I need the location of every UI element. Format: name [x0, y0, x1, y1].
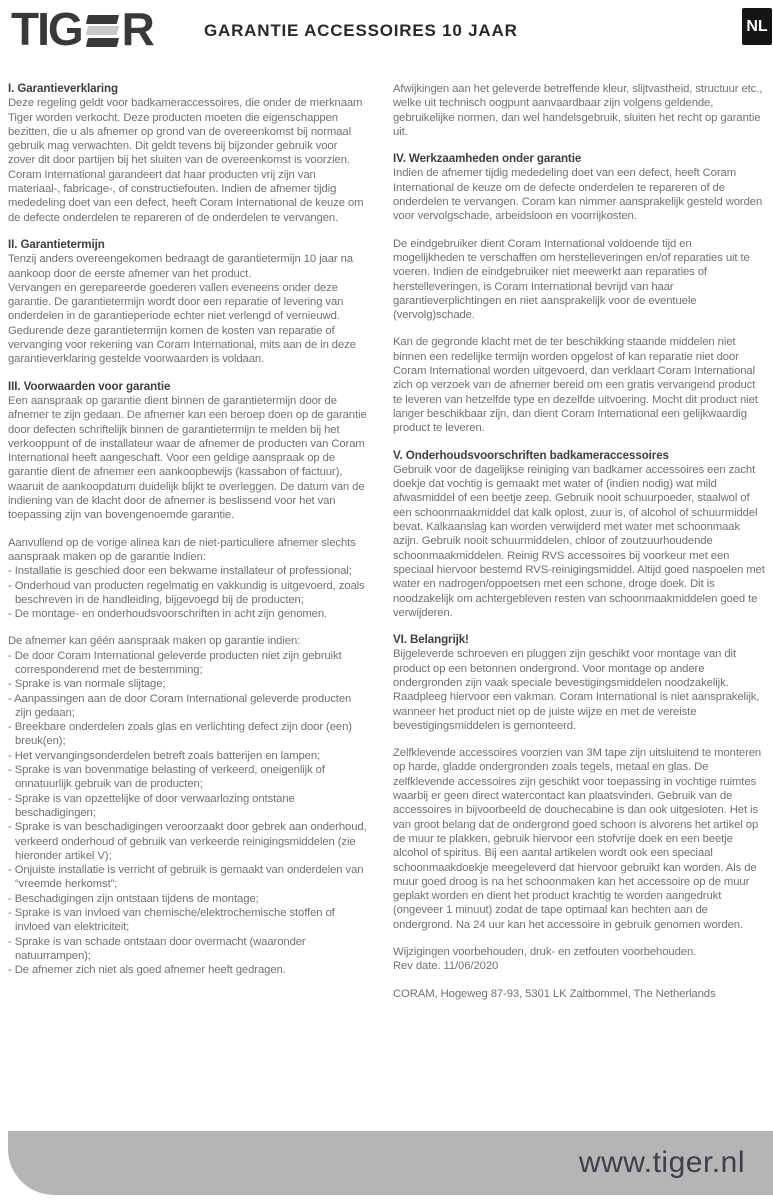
list-item: - Onjuiste installatie is verricht of gebruik is gemaakt van onderdelen van “vreemde herkomst”; [8, 864, 364, 891]
footer-bar [8, 1131, 773, 1195]
paragraph: Indien de afnemer tijdig mededeling doet van een defect, heeft Coram International de keuze om de defecte onderdelen te repareren of de onderdelen te vervangen. Coram kan nimmer aansprakelijk gesteld worden voor vervolgschade, arbeidsloon en voorrijkosten. [393, 167, 763, 223]
section-heading: IV. Werkzaamheden onder garantie [393, 152, 582, 166]
section-heading: V. Onderhoudsvoorschriften badkameraccessoires [393, 448, 669, 462]
document-body [8, 82, 765, 1014]
list-item: - Sprake is van opzettelijke of door verwaarlozing ontstane beschadigingen; [8, 792, 295, 819]
paragraph: Gedurende deze garantietermijn komen de kosten van reparatie of vervanging voor rekening van Coram International, mits aan de in deze garantieverklaring gestelde voorwaarden is voldaan. [8, 324, 356, 366]
paragraph: De afnemer kan géén aanspraak maken op garantie indien: [8, 635, 301, 648]
list-item: - Sprake is van bovenmatige belasting of verkeerd, oneigenlijk of onnatuurlijk gebruik van de producten; [8, 764, 325, 791]
paragraph: Rev date. 11/06/2020 [393, 960, 499, 973]
document-section [393, 449, 765, 621]
paragraph: Deze regeling geldt voor badkameraccessoires, die onder de merknaam Tiger worden verkocht. Deze producten moeten die eigenschappen bezitten, die u als afnemer op grond van de overeenkomst bij normaal gebruik mag verwachten. Dit geldt tevens bij bijzonder gebruik voor zover dit door partijen bij het sluiten van de overeenkomst is voorzien. Coram International garandeert dat haar producten vrij zijn van materiaal-, fabricage-, of constructiefouten. Indien de afnemer tijdig mededeling doet van een defect, heeft Coram International de keuze om de defecte onderdelen te repareren of de onderdelen te vervangen. [8, 97, 364, 224]
list-item: - De montage- en onderhoudsvoorschriften in acht zijn genomen. [8, 608, 328, 621]
document-section [393, 335, 765, 435]
paragraph: Vervangen en gerepareerde goederen vallen eveneens onder deze garantie. De garantietermijn wordt door een reparatie of levering van onderdelen in de garantieperiode echter niet verlengd of vernieuwd. [8, 281, 344, 323]
logo-e-bar-bottom [86, 38, 119, 47]
document-section [393, 237, 765, 323]
document-section [8, 536, 367, 622]
document-section [393, 82, 765, 139]
country-badge: NL [742, 8, 772, 45]
list-item: - De afnemer zich niet als goed afnemer heeft gedragen. [8, 964, 286, 977]
website-url: www.tiger.nl [578, 1146, 745, 1179]
paragraph: Een aanspraak op garantie dient binnen de garantietermijn door de afnemer te zijn gedaan. De afnemer kan een beroep doen op de garantie door defecten schriftelijk binnen de garantietermijn te melden bij het verkooppunt of de installateur waar de afnemer de producten van Coram International heeft aangeschaft. Voor een geldige aanspraak op de garantie dient de afnemer een aankoopbewijs (kassabon of factuur), waaruit de aankoopdatum duidelijk blijkt te overleggen. De datum van de indiening van de klacht door de afnemer is beslissend voor het van toepassing zijn van bovengenoemde garantie. [8, 394, 367, 522]
logo-text-tig: TIG [11, 3, 82, 55]
paragraph: Wijzigingen voorbehouden, druk- en zetfouten voorbehouden. [393, 946, 697, 959]
paragraph: Aanvullend op de vorige alinea kan de niet-particuliere afnemer slechts aanspraak maken op de garantie indien: [8, 536, 356, 563]
list-item: - Sprake is van schade ontstaan door overmacht (waaronder natuurrampen); [8, 935, 306, 962]
document-section [8, 380, 367, 523]
page-header [0, 0, 773, 72]
document-section [393, 746, 765, 932]
section-heading: III. Voorwaarden voor garantie [8, 379, 171, 393]
left-column [8, 82, 367, 1014]
paragraph: De eindgebruiker dient Coram International voldoende tijd en mogelijkheden te verschaffen om herstelleveringen en/of reparaties uit te voeren. Indien de eindgebruiker niet meewerkt aan reparaties of herstelleveringen, is Coram International bevrijd van haar garantieverplichtingen en niet aansprakelijk voor de eventuele (vervolg)schade. [393, 237, 750, 322]
list-item: - Installatie is geschied door een bekwame installateur of professional; [8, 565, 352, 578]
section-heading: I. Garantieverklaring [8, 82, 119, 95]
list-item: - Sprake is van normale slijtage; [8, 678, 166, 691]
section-heading: II. Garantietermijn [8, 237, 105, 251]
list-item: - Aanpassingen aan de door Coram International geleverde producten zijn gedaan; [8, 692, 352, 719]
list-item: - De door Coram International geleverde producten niet zijn gebruikt corresponderend met de bestemming; [8, 649, 342, 676]
document-section [393, 152, 765, 223]
list-item: - Breekbare onderdelen zoals glas en verlichting defect zijn door (een) breuk(en); [8, 721, 352, 748]
paragraph: CORAM, Hogeweg 87-93, 5301 LK Zaltbommel, The Netherlands [393, 987, 716, 1000]
paragraph: Kan de gegronde klacht met de ter beschikking staande middelen niet binnen een redelijke termijn worden opgelost of kan reparatie niet door Coram International worden uitgevoerd, dan verklaart Coram International zich op verzoek van de afnemer bereid om een gratis vervangend product te leveren van hetzelfde type en dezelfde uitvoering. Mocht dit product niet langer beschikbaar zijn, dan dient Coram International een gelijkwaardig product te leveren. [393, 336, 758, 435]
list-item: - Beschadigingen zijn ontstaan tijdens de montage; [8, 892, 259, 905]
list-item: - Onderhoud van producten regelmatig en vakkundig is uitgevoerd, zoals beschreven in de handleiding, bijgevoegd bij de producten; [8, 579, 365, 606]
paragraph: Zelfklevende accessoires voorzien van 3M tape zijn uitsluitend te monteren op harde, gladde ondergronden zoals tegels, metaal en glas. De zelfklevende accessoires zijn geschikt voor toepassing in vochtige ruimtes waarbij er geen direct watercontact kan plaatsvinden. Gebruik van de accessoires in bijvoorbeeld de douchecabine is dan ook uitgesloten. Het is van groot belang dat de ondergrond goed schoon is alvorens het artikel op de muur te plakken, gebruik hiervoor een stofvrije doek en een beetje alcohol of spiritus. Bij een aantal artikelen wordt ook een speciaal schoonmaakdoekje meegeleverd dat hiervoor gebruikt kan worden. Als de muur goed droog is na het schoonmaken kan het accessoire op de muur geplakt worden en dient het product krachtig te worden aangedrukt (ongeveer 1 minuut) zodat de tape optimaal kan hechten aan de ondergrond. Na 24 uur kan het accessoire in gebruik genomen worden. [393, 747, 762, 931]
list-item: - Sprake is van beschadigingen veroorzaakt door gebrek aan onderhoud, verkeerd onderhoud of gebruik van verkeerde reinigingsmiddelen (zie hieronder artikel V); [8, 821, 367, 862]
paragraph: Afwijkingen aan het geleverde betreffende kleur, slijtvastheid, structuur etc., welke uit technisch oogpunt aanvaardbaar zijn volgens geldende, gebruikelijke normen, dan wel handelsgebruik, sluiten het recht op garantie uit. [393, 83, 763, 138]
paragraph: Bijgeleverde schroeven en pluggen zijn geschikt voor montage van dit product op een betonnen ondergrond. Voor montage op andere ondergronden zijn vaak speciale bevestigingsmiddelen noodzakelijk. Raadpleeg hiervoor een vakman. Coram International is niet aansprakelijk, wanneer het product niet op de juiste wijze en met de vereiste bevestigingsmiddelen is gemonteerd. [393, 648, 760, 732]
page-title: GARANTIE ACCESSOIRES 10 JAAR [204, 21, 518, 40]
document-section [393, 945, 765, 974]
tiger-logo [11, 3, 153, 55]
list-item: - Sprake is van invloed van chemische/elektrochemische stoffen of invloed van elektriciteit; [8, 907, 335, 934]
document-section [8, 82, 367, 225]
document-section [8, 634, 367, 977]
right-column [393, 82, 765, 1014]
logo-e-bar-top [86, 15, 119, 24]
list-item: - Het vervangingsonderdelen betreft zoals batterijen en lampen; [8, 749, 321, 762]
logo-e-bar-middle [86, 26, 119, 35]
paragraph: Gebruik voor de dagelijkse reiniging van badkamer accessoires een zacht doekje dat vochtig is gemaakt met water of (indien nodig) wat mild afwasmiddel of een beetje zeep. Gebruik nooit schuurpoeder, staalwol of een schoonmaakmiddel dat kalk oplost, zuur is, of alcohol of schuurmiddel bevat. Kalkaanslag kan worden verwijderd met water met schoonmaak azijn. Gebruik nooit schuurmiddelen, chloor of zoutzuurhoudende schoonmaakmiddelen. Reinig RVS accessoires bij voorkeur met een speciaal hiervoor bestemd RVS-reinigingsmiddel. Altijd goed naspoelen met water en nadrogen/oppoetsen met een schone, droge doek. Dit is noodzakelijk om achtergebleven resten van schoonmaakmiddelen goed te verwijderen. [393, 463, 765, 619]
paragraph: Tenzij anders overeengekomen bedraagt de garantietermijn 10 jaar na aankoop door de eerste afnemer van het product. [8, 253, 353, 280]
document-section [8, 238, 367, 367]
logo-stylized-e-icon [87, 15, 118, 47]
logo-text-r: R [121, 3, 153, 55]
section-heading: VI. Belangrijk! [393, 633, 469, 647]
document-section [393, 633, 765, 733]
document-section [393, 987, 765, 1001]
